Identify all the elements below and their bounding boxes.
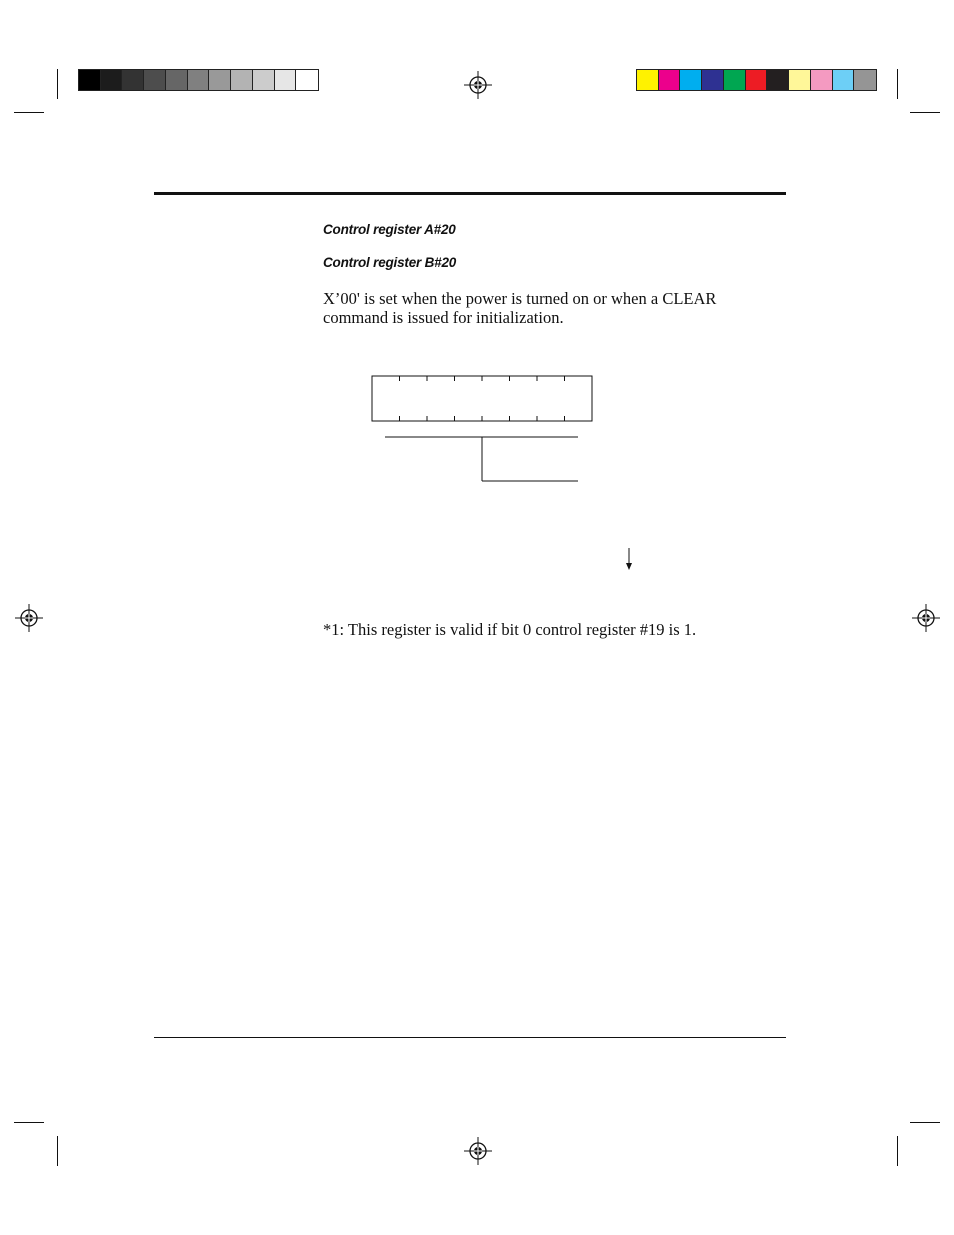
color-swatch — [854, 70, 876, 90]
gray-swatch — [144, 70, 166, 90]
gray-swatch — [209, 70, 231, 90]
gray-swatch — [166, 70, 188, 90]
paragraph-line-2: command is issued for initialization. — [323, 308, 564, 327]
gray-swatch — [122, 70, 144, 90]
crop-mark-bottom-left-vertical — [57, 1136, 58, 1166]
gray-swatch — [231, 70, 253, 90]
color-swatch — [637, 70, 659, 90]
registration-mark-left-icon — [14, 603, 44, 633]
gray-swatch — [188, 70, 210, 90]
register-box — [372, 376, 592, 421]
gray-swatch — [253, 70, 275, 90]
color-swatch — [767, 70, 789, 90]
color-swatch — [833, 70, 855, 90]
crop-mark-top-right-vertical — [897, 69, 898, 99]
registration-mark-bottom-icon — [463, 1136, 493, 1166]
down-arrow-icon — [626, 548, 632, 570]
heading-control-register-a: Control register A#20 — [323, 222, 456, 237]
color-swatch — [659, 70, 681, 90]
bit-ticks — [400, 376, 565, 421]
footer-rule — [154, 1037, 786, 1038]
gray-swatch — [296, 70, 318, 90]
color-swatch — [811, 70, 833, 90]
header-rule — [154, 192, 786, 195]
crop-mark-bottom-right-vertical — [897, 1136, 898, 1166]
register-bit-diagram — [360, 365, 650, 580]
footnote: *1: This register is valid if bit 0 control register #19 is 1. — [323, 620, 697, 639]
color-swatch — [680, 70, 702, 90]
color-swatch — [702, 70, 724, 90]
crop-mark-bottom-right-horizontal — [910, 1122, 940, 1123]
crop-mark-bottom-left-horizontal — [14, 1122, 44, 1123]
color-calibration-strip — [636, 69, 877, 91]
color-swatch — [746, 70, 768, 90]
gray-calibration-strip — [78, 69, 319, 91]
registration-mark-right-icon — [911, 603, 941, 633]
heading-control-register-b: Control register B#20 — [323, 255, 457, 270]
gray-swatch — [275, 70, 297, 90]
gray-swatch — [101, 70, 123, 90]
registration-mark-top-icon — [463, 70, 493, 100]
gray-swatch — [79, 70, 101, 90]
crop-mark-top-right-horizontal — [910, 112, 940, 113]
paragraph-line-1: X’00' is set when the power is turned on or when a CLEAR — [323, 289, 717, 308]
color-swatch — [789, 70, 811, 90]
crop-mark-top-left-horizontal — [14, 112, 44, 113]
crop-mark-top-left-vertical — [57, 69, 58, 99]
color-swatch — [724, 70, 746, 90]
initialization-paragraph — [323, 289, 716, 327]
